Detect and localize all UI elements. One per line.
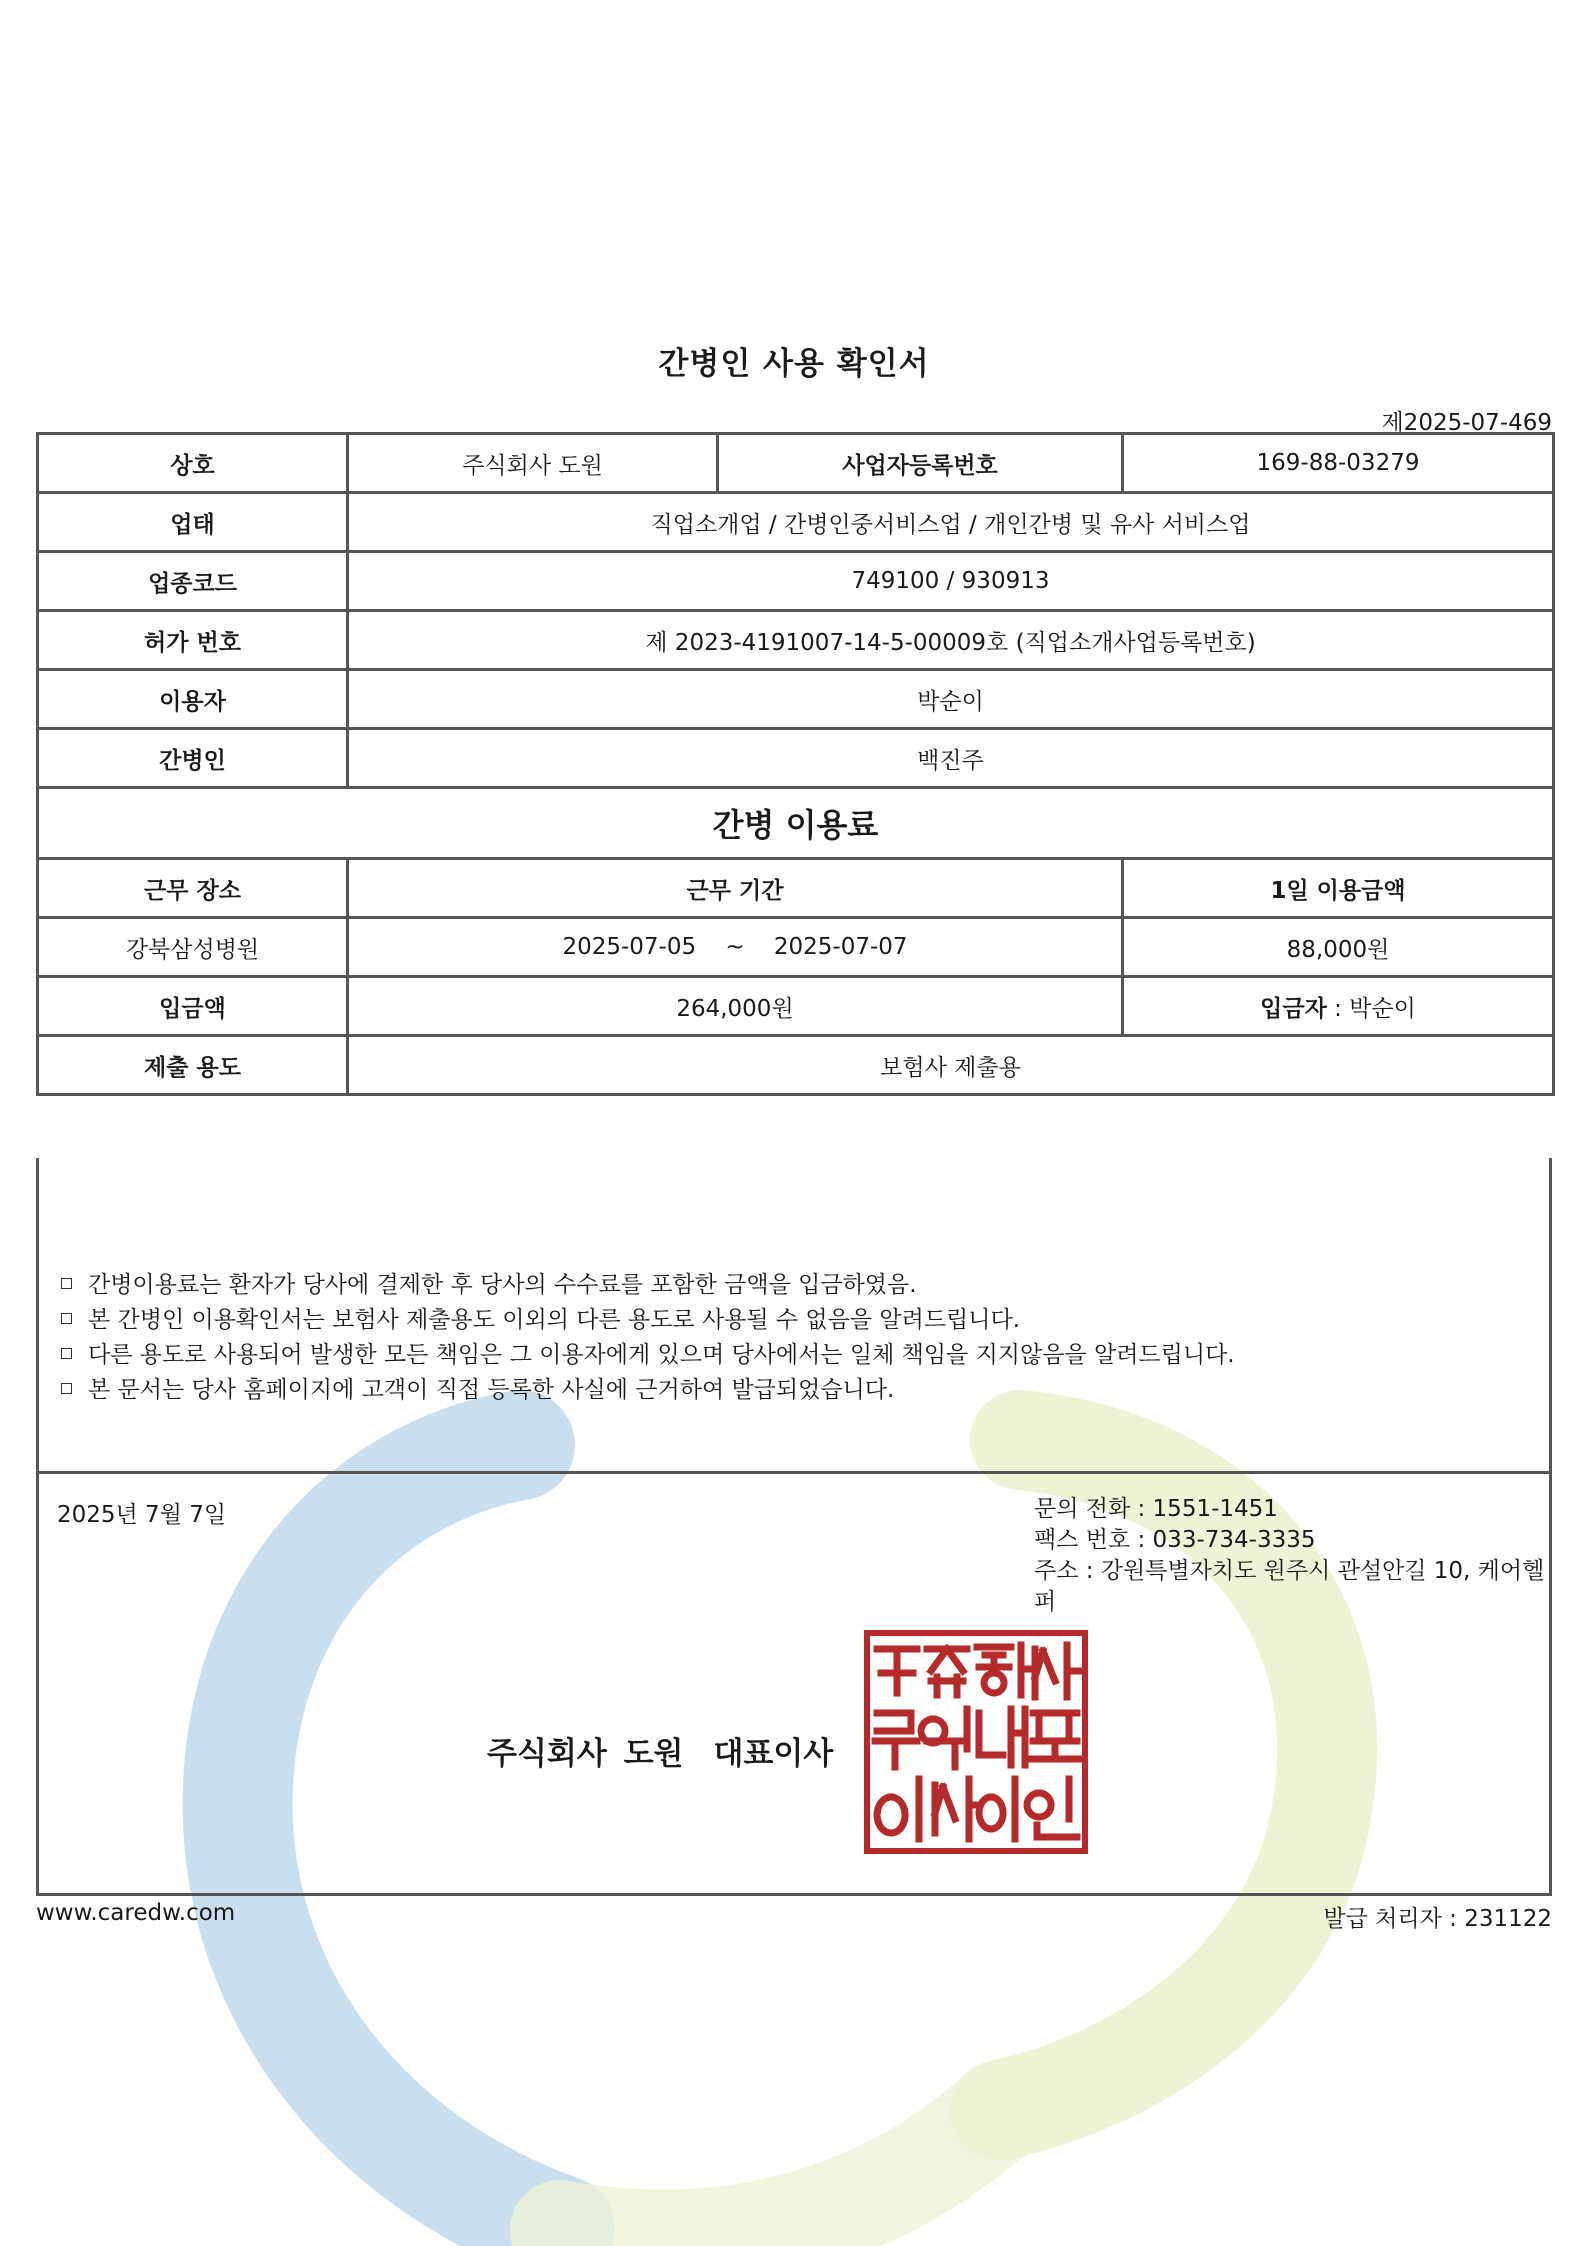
period-start: 2025-07-05 [562, 934, 697, 960]
caregiver-value: 백진주 [348, 729, 1554, 788]
row-purpose [38, 1036, 1554, 1095]
contact-info [1034, 1494, 1549, 1618]
signer-company: 주식회사 도원 [487, 1736, 684, 1772]
biz-type-label: 업태 [38, 493, 348, 552]
row-company [38, 434, 1554, 493]
depositor [1123, 977, 1554, 1036]
user-value: 박순이 [348, 670, 1554, 729]
footer-box [36, 1474, 1552, 1896]
place-label: 근무 장소 [38, 859, 348, 918]
depositor-value: : 박순이 [1326, 995, 1416, 1022]
document-title: 간병인 사용 확인서 [658, 346, 930, 382]
period-separator: ~ [725, 934, 745, 960]
notes-box [36, 1158, 1552, 1474]
company-name-label: 상호 [38, 434, 348, 493]
square-bullet-icon [61, 1278, 72, 1289]
caregiver-label: 간병인 [38, 729, 348, 788]
signer-title: 대표이사 [713, 1736, 834, 1772]
industry-code-value: 749100 / 930913 [348, 552, 1554, 611]
period-end: 2025-07-07 [773, 934, 908, 960]
note-item: 본 문서는 당사 홈페이지에 고객이 직접 등록한 사실에 근거하여 발급되었습니다. [61, 1373, 1235, 1408]
square-bullet-icon [61, 1383, 72, 1394]
biz-type-value: 직업소개업 / 간병인중서비스업 / 개인간병 및 유사 서비스업 [348, 493, 1554, 552]
period-value [348, 918, 1123, 977]
row-fee-header [38, 859, 1554, 918]
place-value: 강북삼성병원 [38, 918, 348, 977]
row-fee-values [38, 918, 1554, 977]
address: 주소 : 강원특별자치도 원주시 관설안길 10, 케어헬퍼 [1034, 1558, 1545, 1615]
issue-date: 2025년 7월 7일 [57, 1502, 227, 1528]
industry-code-label: 업종코드 [38, 552, 348, 611]
row-license [38, 611, 1554, 670]
deposit-label: 입금액 [38, 977, 348, 1036]
biz-reg-label: 사업자등록번호 [718, 434, 1123, 493]
signer [487, 1728, 833, 1773]
row-deposit [38, 977, 1554, 1036]
company-seal-stamp [863, 1629, 1089, 1855]
license-label: 허가 번호 [38, 611, 348, 670]
user-label: 이용자 [38, 670, 348, 729]
square-bullet-icon [61, 1348, 72, 1359]
document-number: 제2025-07-469 [1381, 410, 1552, 436]
phone: 문의 전화 : 1551-1451 [1034, 1496, 1278, 1522]
depositor-label: 입금자 [1260, 995, 1327, 1022]
purpose-value: 보험사 제출용 [348, 1036, 1554, 1095]
deposit-value: 264,000원 [348, 977, 1123, 1036]
license-value: 제 2023-4191007-14-5-00009호 (직업소개사업등록번호) [348, 611, 1554, 670]
fee-section-title: 간병 이용료 [38, 788, 1554, 859]
note-item: 다른 용도로 사용되어 발생한 모든 책임은 그 이용자에게 있으며 당사에서는 일체 책임을 지지않음을 알려드립니다. [61, 1338, 1235, 1373]
period-label: 근무 기간 [348, 859, 1123, 918]
daily-fee-value: 88,000원 [1123, 918, 1554, 977]
fax: 팩스 번호 : 033-734-3335 [1034, 1527, 1316, 1553]
company-name-value: 주식회사 도원 [348, 434, 718, 493]
info-table [36, 432, 1555, 1096]
row-industry-code [38, 552, 1554, 611]
square-bullet-icon [61, 1313, 72, 1324]
daily-fee-label: 1일 이용금액 [1123, 859, 1554, 918]
row-user [38, 670, 1554, 729]
row-caregiver [38, 729, 1554, 788]
row-biz-type [38, 493, 1554, 552]
website-link[interactable]: www.caredw.com [36, 1900, 236, 1926]
biz-reg-value: 169-88-03279 [1123, 434, 1554, 493]
note-item: 간병이용료는 환자가 당사에 결제한 후 당사의 수수료를 포함한 금액을 입금하였음. [61, 1268, 1235, 1303]
notes-list [61, 1268, 1235, 1408]
row-fee-title [38, 788, 1554, 859]
issuer-info: 발급 처리자 : 231122 [1323, 1906, 1552, 1932]
purpose-label: 제출 용도 [38, 1036, 348, 1095]
note-item: 본 간병인 이용확인서는 보험사 제출용도 이외의 다른 용도로 사용될 수 없음을 알려드립니다. [61, 1303, 1235, 1338]
